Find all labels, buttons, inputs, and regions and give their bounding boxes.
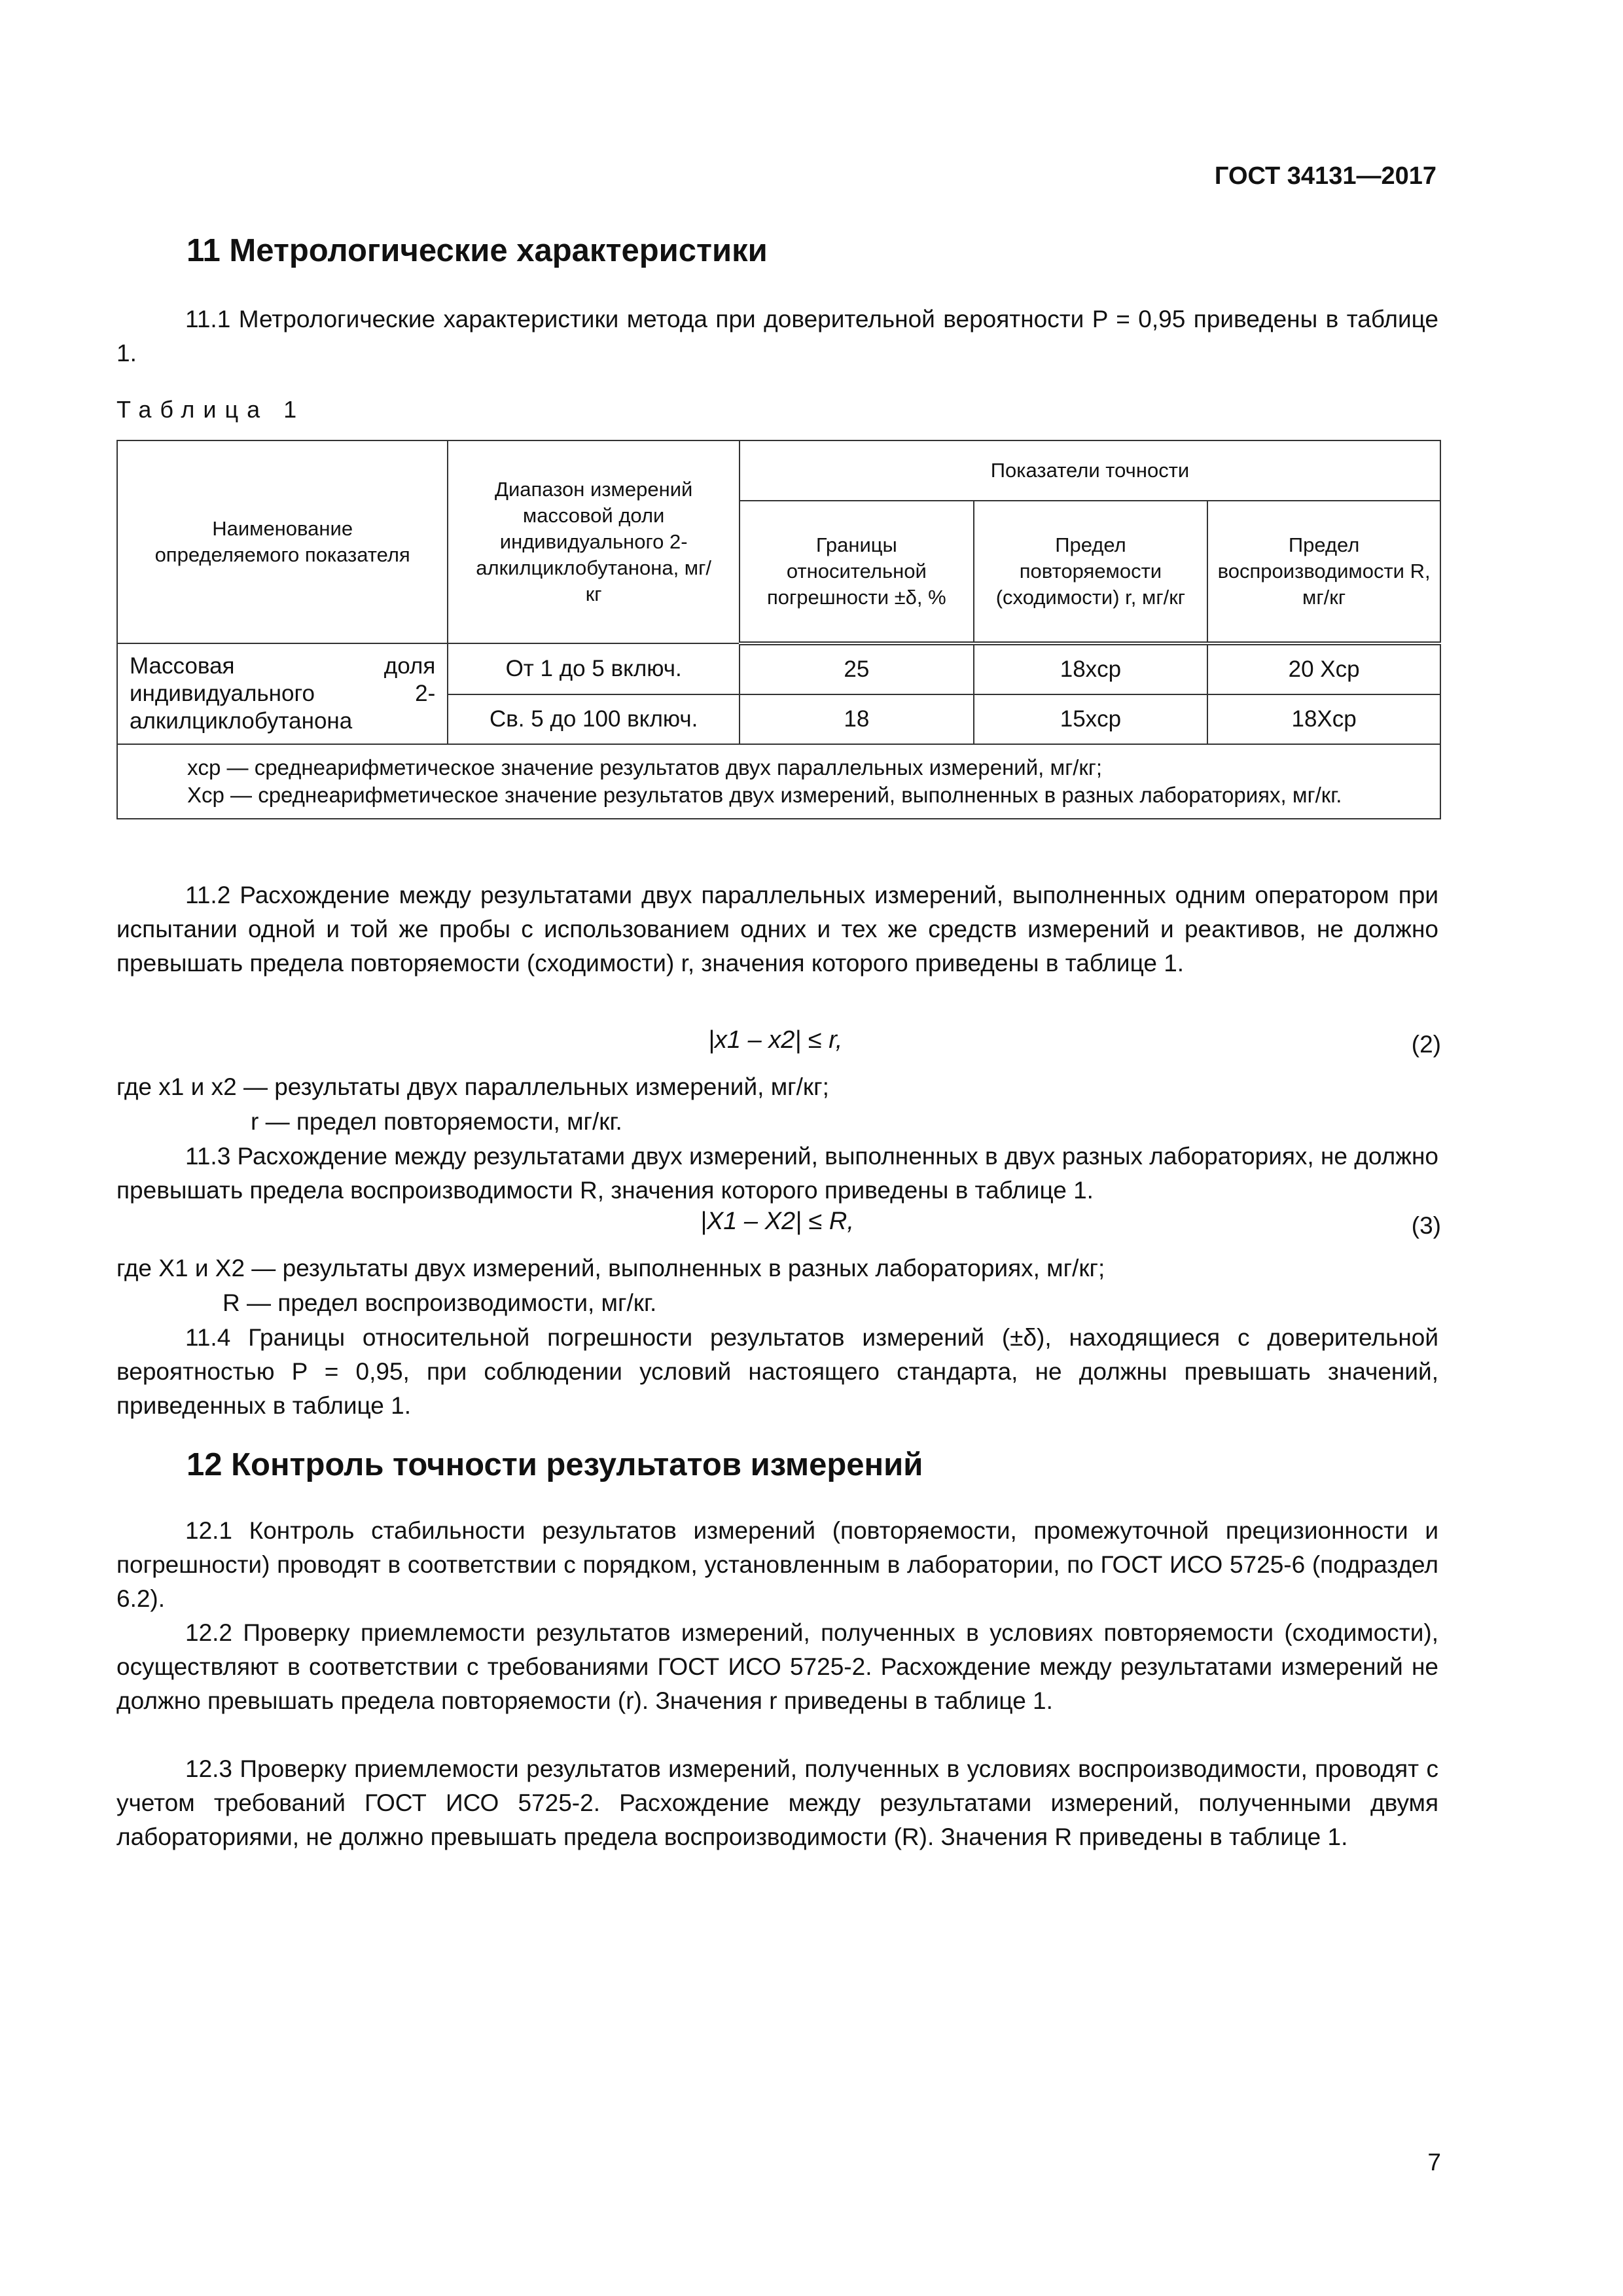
formula-3: |X1 – X2| ≤ R, [700,1208,854,1235]
paragraph-11-2: 11.2 Расхождение между результатами двух параллельных измерений, выполненных одним оператором при испытании одной и той же пробы с использованием одних и тех же средств измерений и реактивов, не должно превышать предела повторяемости (сходимости) r, значения которого приведены в таблице 1. [116,882,1438,977]
standard-number: ГОСТ 34131—2017 [1214,162,1436,190]
page-number: 7 [1427,2149,1441,2176]
paragraph-12-3: 12.3 Проверку приемлемости результатов измерений, полученных в условиях воспроизводимости, проводят с учетом требований ГОСТ ИСО 5725-2. Расхождение между результатами измерений, полученными двумя лабораториями, не должно превышать предела воспроизводимости (R). Значения R приведены в таблице 1. [116,1755,1438,1850]
table-note-Xcp: Xср — среднеарифметическое значение результатов двух измерений, выполненных в разных лабораториях, мг/кг. [187,783,1342,807]
header-indicator-name: Наименование определяемого показателя [117,440,448,643]
section-11-title: 11 Метрологические характеристики [187,233,768,268]
cell-range: От 1 до 5 включ. [448,643,740,694]
formula-3-number: (3) [1411,1212,1441,1239]
header-measurement-range: Диапазон измерений массовой доли индивидуального 2-алкилциклобутанона, мг/кг [448,440,740,643]
formula-2: |x1 – x2| ≤ r, [708,1026,843,1054]
header-reproducibility-limit: Предел воспроизводимости R, мг/кг [1207,501,1440,643]
cell-reproducibility: 20 Xср [1207,643,1440,694]
where-2-a: где x1 и x2 — результаты двух параллельных измерений, мг/кг; [116,1073,829,1100]
paragraph-12-2: 12.2 Проверку приемлемости результатов измерений, полученных в условиях повторяемости (сходимости), осуществляют в соответствии с требованиями ГОСТ ИСО 5725-2. Расхождение между результатами измерений не должно превышать предела повторяемости (r). Значения r приведены в таблице 1. [116,1619,1438,1714]
row-label-mass-fraction: Массовая доля индивидуального 2-алкилциклобутанона [117,643,448,744]
formula-2-number: (2) [1411,1031,1441,1058]
header-repeatability-limit: Предел повторяемости (сходимости) r, мг/кг [974,501,1208,643]
table-notes [117,744,1440,819]
cell-relative-error: 18 [740,694,974,744]
paragraph-12-1: 12.1 Контроль стабильности результатов измерений (повторяемости, промежуточной прецизионности и погрешности) проводят в соответствии с порядком, установленным в лаборатории, по ГОСТ ИСО 5725-6 (подраздел 6.2). [116,1517,1438,1612]
cell-repeatability: 15xср [974,694,1208,744]
paragraph-11-1: 11.1 Метрологические характеристики метода при доверительной вероятности P = 0,95 приведены в таблице 1. [116,306,1438,367]
where-2-b: r — предел повторяемости, мг/кг. [251,1108,622,1135]
cell-repeatability: 18xср [974,643,1208,694]
table-caption: Таблица 1 [116,396,306,423]
where-3-a: где X1 и X2 — результаты двух измерений, выполненных в разных лабораториях, мг/кг; [116,1255,1105,1282]
table-1 [116,440,1441,819]
paragraph-11-3: 11.3 Расхождение между результатами двух измерений, выполненных в двух разных лабораториях, не должно превышать предела воспроизводимости R, значения которого приведены в таблице 1. [116,1143,1438,1204]
cell-reproducibility: 18Xср [1207,694,1440,744]
cell-range: Св. 5 до 100 включ. [448,694,740,744]
table-note-xcp: xср — среднеарифметическое значение результатов двух параллельных измерений, мг/кг; [187,755,1103,780]
header-relative-error: Границы относительной погрешности ±δ, % [740,501,974,643]
header-accuracy-group: Показатели точности [740,440,1440,501]
where-3-b: R — предел воспроизводимости, мг/кг. [223,1289,657,1316]
cell-relative-error: 25 [740,643,974,694]
section-12-title: 12 Контроль точности результатов измерений [187,1447,923,1482]
paragraph-11-4: 11.4 Границы относительной погрешности результатов измерений (±δ), находящиеся с доверительной вероятностью P = 0,95, при соблюдении условий настоящего стандарта, не должны превышать значений, приведенных в таблице 1. [116,1324,1438,1419]
